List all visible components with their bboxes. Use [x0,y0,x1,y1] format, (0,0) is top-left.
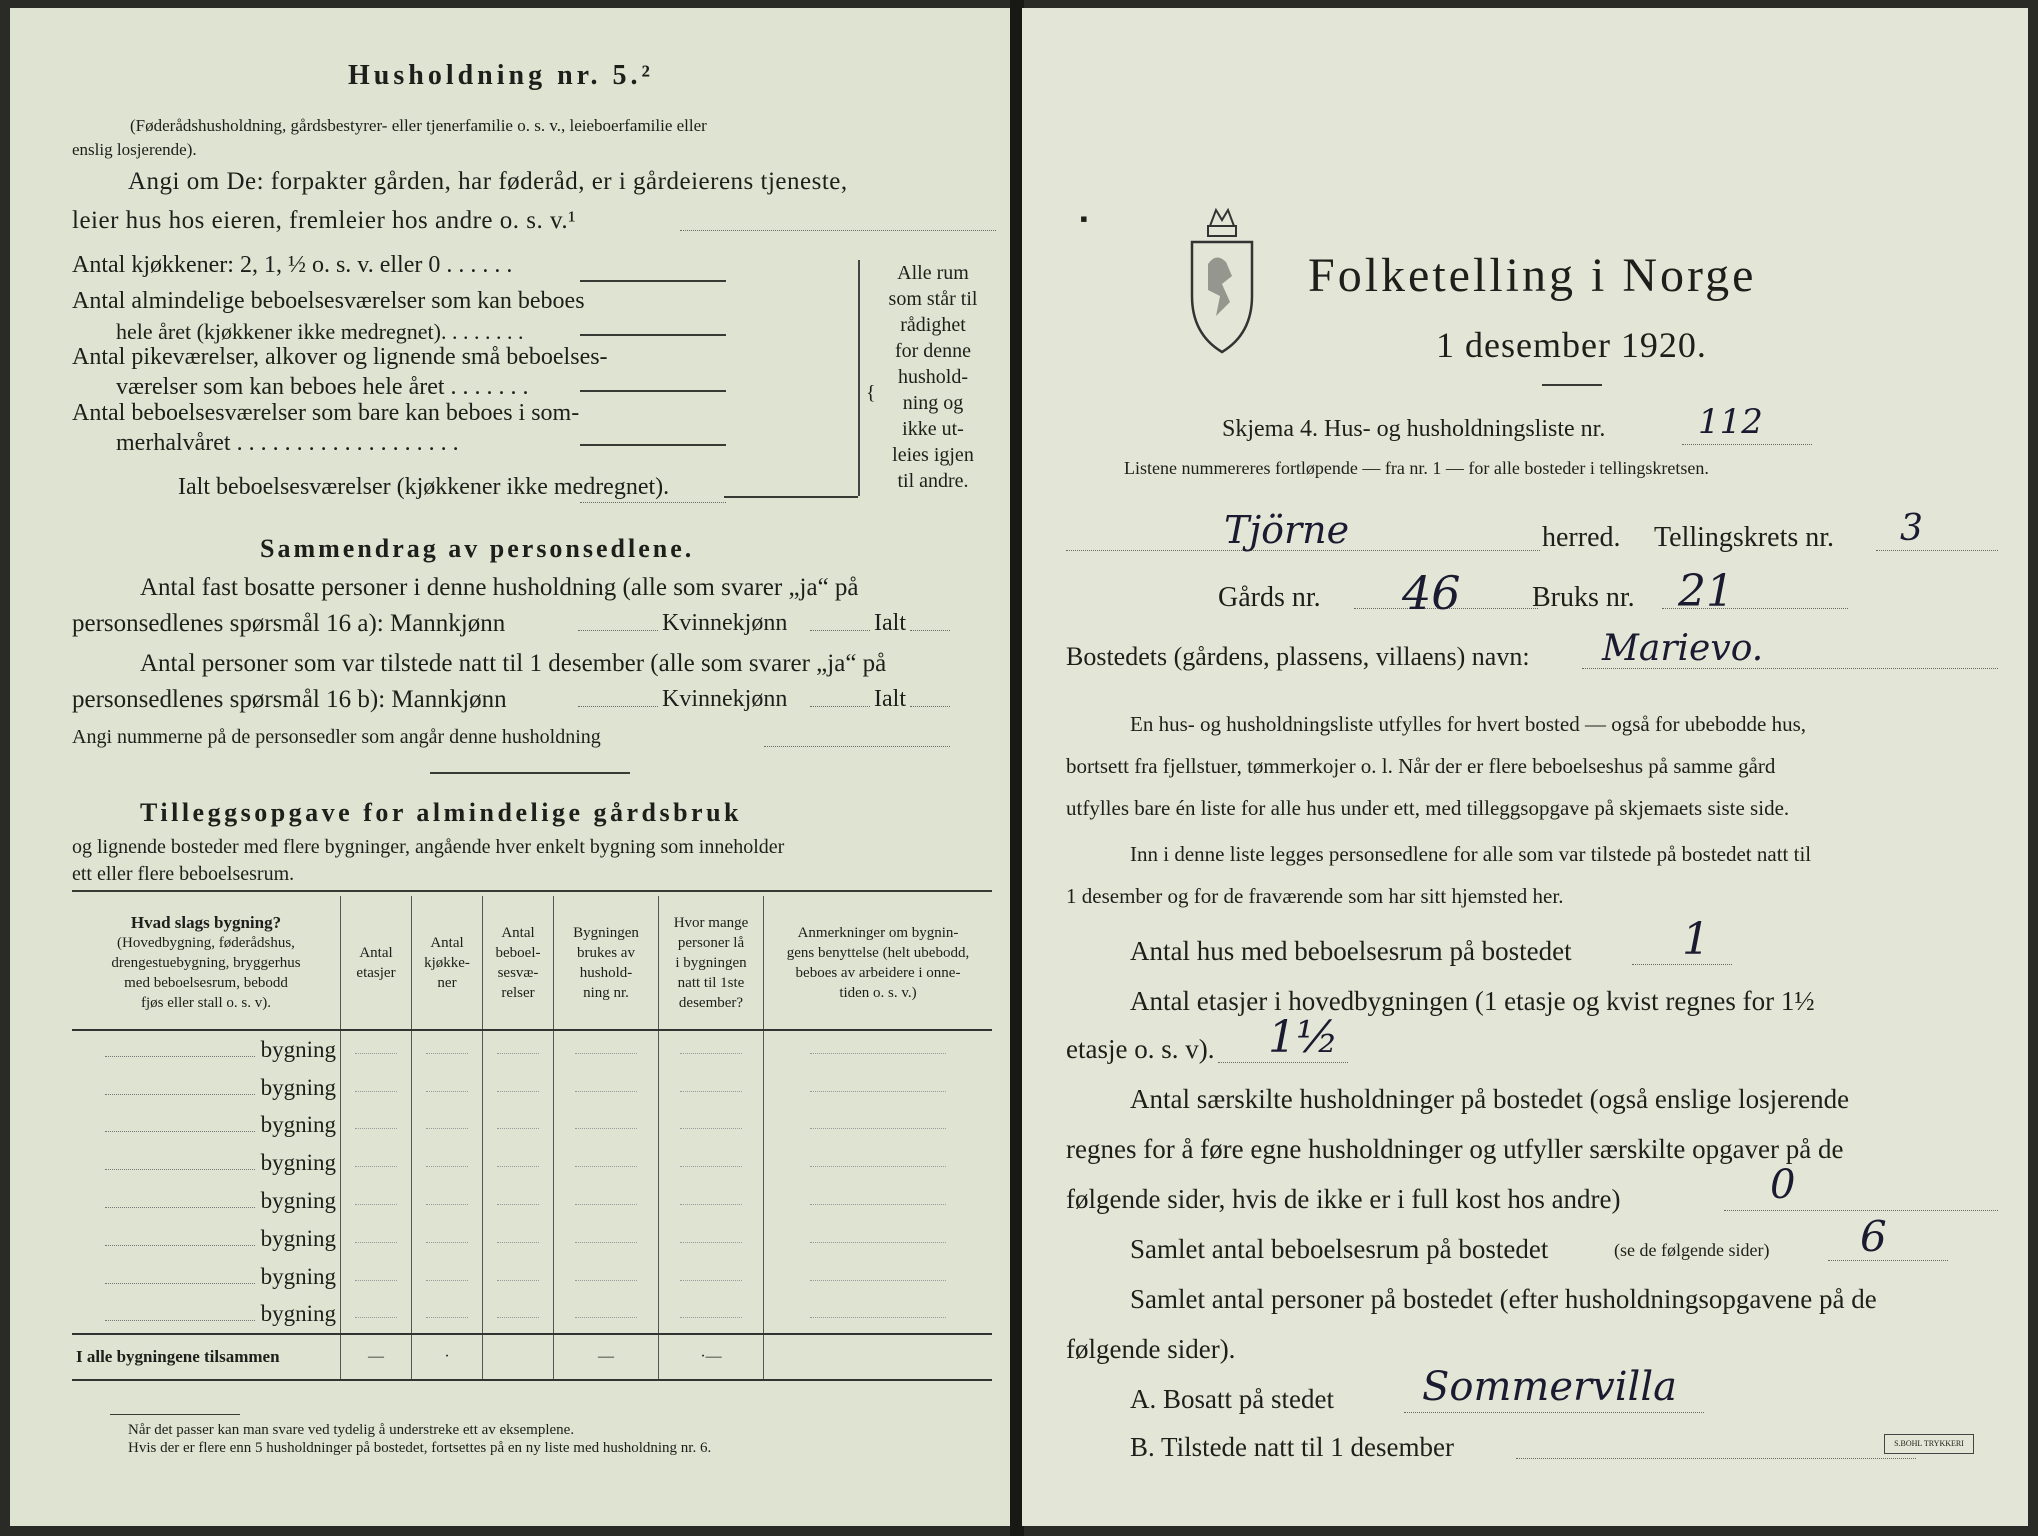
a-label: A. Bosatt på stedet [1130,1384,1334,1414]
q-sarskilte-value[interactable]: 0 [1770,1162,1796,1208]
header-household-nr: Bygningen brukes av hushold- ning nr. [554,896,659,1030]
krets-fill [1876,550,1998,551]
table-cell[interactable] [554,1296,659,1335]
q-sarskilte-2: regnes for å føre egne husholdninger og utfyller særskilte opgaver på de [1066,1134,1844,1164]
header-kitchens: Antal kjøkke- ner [412,896,483,1030]
main-title: Folketelling i Norge [1308,249,1757,302]
table-cell[interactable] [483,1182,554,1220]
para-2-line-2: 1 desember og for de fraværende som har sitt hjemsted her. [1066,884,1564,908]
table-row [72,1296,992,1335]
building-label: bygning [260,1263,336,1289]
buildings-table [72,896,992,1381]
instruction-fill[interactable] [680,230,996,231]
table-cell[interactable] [341,1182,412,1220]
gards-value[interactable]: 46 [1402,566,1461,620]
table-cell[interactable] [412,1069,483,1107]
table-row [72,1258,992,1296]
rooms-line-5: værelser som kan beboes hele året . . . . . . . [116,374,529,400]
footnote-2: Hvis der er flere enn 5 husholdninger på bostedet, fortsettes på en ny liste med husholdning nr. 6. [128,1440,712,1456]
table-cell[interactable] [412,1144,483,1182]
building-label: bygning [260,1301,336,1327]
total-present-field[interactable] [910,706,950,707]
summary-title: Sammendrag av personsedlene. [260,534,695,563]
q-rum-fill [1828,1260,1948,1261]
numbers-line: Angi nummerne på de personsedler som angår denne husholdning [72,726,601,748]
krets-value[interactable]: 3 [1900,508,1923,549]
table-cell[interactable] [412,1258,483,1296]
table-cell[interactable] [483,1220,554,1258]
table-cell[interactable] [412,1220,483,1258]
herred-label: herred. [1542,522,1621,553]
para-1-line-3: utfylles bare én liste for alle hus under ett, med tilleggsopgave på skjemaets siste side. [1066,796,1790,820]
right-page [1022,8,2028,1526]
q-personer-1: Samlet antal personer på bostedet (efter husholdningsopgavene på de [1130,1284,1877,1314]
table-cell[interactable] [659,1220,764,1258]
table-cell[interactable] [764,1258,993,1296]
total-cell[interactable]: ·— [659,1334,764,1380]
building-label: bygning [260,1074,336,1100]
header-remarks: Anmerkninger om bygnin- gens benyttelse (helt ubebodd, beboes av arbeidere i onne- tiden o. s. v.) [764,896,993,1030]
total-row [72,1334,992,1380]
table-cell[interactable] [764,1107,993,1145]
table-row [72,1220,992,1258]
table-cell[interactable] [554,1258,659,1296]
list-number[interactable]: 112 [1698,402,1763,442]
table-cell[interactable] [412,1296,483,1335]
para-1-line-2: bortsett fra fjellstuer, tømmerkojer o. l. Når der er flere beboelseshus på samme gård [1066,754,1776,778]
women-resident-field[interactable] [810,630,870,631]
building-type-cell[interactable] [72,1258,341,1296]
household-title: Husholdning nr. 5.² [348,60,654,91]
summary-line-2b: personsedlenes spørsmål 16 b): Mannkjønn [72,686,507,713]
q-sarskilte-fill [1724,1210,1998,1211]
total-cell[interactable]: — [341,1334,412,1380]
extra-note-1: og lignende bosteder med flere bygninger, angående hver enkelt bygning som inneholder [72,836,785,858]
q-sarskilte-1: Antal særskilte husholdninger på bostedet (også enslige losjerende [1130,1084,1850,1114]
table-cell[interactable] [554,1030,659,1069]
rooms-line-4: Antal pikeværelser, alkover og lignende små beboelses- [72,344,608,370]
table-cell[interactable] [483,1144,554,1182]
b-fill[interactable] [1516,1458,1916,1459]
household-note: (Føderådshusholdning, gårdsbestyrer- eller tjenerfamilie o. s. v., leieboerfamilie eller [130,116,707,135]
table-cell[interactable] [483,1296,554,1335]
building-type-cell[interactable] [72,1296,341,1335]
building-type-cell[interactable] [72,1182,341,1220]
table-cell[interactable] [554,1220,659,1258]
rooms-line-3: hele året (kjøkkener ikke medregnet). . . . . . . . [116,319,524,344]
q-hus-value[interactable]: 1 [1682,914,1710,965]
q-sarskilte-3: følgende sider, hvis de ikke er i full kost hos andre) [1066,1184,1621,1214]
table-cell[interactable] [341,1107,412,1145]
bosted-value[interactable]: Marievo. [1602,628,1764,669]
summary-line-1a: Antal fast bosatte personer i denne husholdning (alle som svarer „ja“ på [140,574,859,601]
q-etasjer-2: etasje o. s. v). [1066,1034,1215,1064]
table-cell[interactable] [764,1220,993,1258]
para-1-line-1: En hus- og husholdningsliste utfylles for hvert bosted — også for ubebodde hus, [1130,712,1806,736]
building-type-cell[interactable] [72,1107,341,1145]
list-number-fill [1682,444,1812,445]
header-rooms: Antal beboel- sesvæ- relser [483,896,554,1030]
building-type-cell[interactable] [72,1030,341,1069]
table-cell[interactable] [341,1296,412,1335]
table-cell[interactable] [659,1030,764,1069]
summary-line-2a: Antal personer som var tilstede natt til 1 desember (alle som svarer „ja“ på [140,650,887,677]
q-personer-2: følgende sider). [1066,1334,1236,1364]
building-label: bygning [260,1225,336,1251]
q-etasjer-1: Antal etasjer i hovedbygningen (1 etasje og kvist regnes for 1½ [1130,986,1815,1016]
table-cell[interactable] [659,1258,764,1296]
census-date: 1 desember 1920. [1436,325,1707,365]
header-floors: Antal etasjer [341,896,412,1030]
printer-stamp: S.BOHL TRYKKERI [1884,1434,1974,1454]
men-present-field[interactable] [578,706,658,707]
building-label: bygning [260,1188,336,1214]
table-row [72,1030,992,1069]
women-label-2: Kvinnekjønn [662,686,788,712]
footnote-1: Når det passer kan man svare ved tydelig å understreke ett av eksemplene. [128,1422,575,1438]
total-cell[interactable]: · [412,1334,483,1380]
table-cell[interactable] [764,1030,993,1069]
table-cell[interactable] [341,1069,412,1107]
rooms-line-6: Antal beboelsesværelser som bare kan beboes i som- [72,400,580,426]
table-cell[interactable] [412,1182,483,1220]
para-2-line-1: Inn i denne liste legges personsedlene for alle som var tilstede på bostedet natt til [1130,842,1812,866]
total-cell[interactable]: — [554,1334,659,1380]
table-cell[interactable] [659,1107,764,1145]
table-cell[interactable] [764,1296,993,1335]
table-row [72,1144,992,1182]
table-cell[interactable] [764,1069,993,1107]
bruks-label: Bruks nr. [1532,582,1635,613]
table-cell[interactable] [412,1107,483,1145]
table-cell[interactable] [659,1069,764,1107]
total-resident-field[interactable] [910,630,950,631]
table-cell[interactable] [341,1258,412,1296]
table-cell[interactable] [764,1182,993,1220]
table-row [72,1107,992,1145]
women-present-field[interactable] [810,706,870,707]
instruction-line-2: leier hus hos eieren, fremleier hos andre o. s. v.¹ [72,207,577,234]
numbers-field[interactable] [764,746,950,747]
herred-value[interactable]: Tjörne [1224,508,1350,552]
extra-title: Tilleggsopgave for almindelige gårdsbruk [140,798,743,827]
rooms-line-2: Antal almindelige beboelsesværelser som kan beboes [72,288,585,314]
q-rum: Samlet antal beboelsesrum på bostedet [1130,1234,1549,1264]
table-cell[interactable] [554,1069,659,1107]
q-hus: Antal hus med beboelsesrum på bostedet [1130,936,1572,966]
rooms-total: Ialt beboelsesværelser (kjøkkener ikke medregnet). [178,474,670,500]
table-cell[interactable] [483,1030,554,1069]
table-row [72,1069,992,1107]
header-persons: Hvor mange personer lå i bygningen natt til 1ste desember? [659,896,764,1030]
brace: { [866,382,876,404]
total-cell[interactable] [483,1334,554,1380]
bosted-label: Bostedets (gårdens, plassens, villaens) navn: [1066,642,1530,671]
table-cell[interactable] [341,1220,412,1258]
gards-label: Gårds nr. [1218,582,1321,613]
table-cell[interactable] [341,1030,412,1069]
table-cell[interactable] [483,1258,554,1296]
table-cell[interactable] [659,1182,764,1220]
men-resident-field[interactable] [578,630,658,631]
total-label-cell: I alle bygningene tilsammen [72,1334,341,1380]
rooms-total-fill[interactable] [580,502,726,503]
table-cell[interactable] [554,1144,659,1182]
table-cell[interactable] [483,1069,554,1107]
bullet-mark: ▪ [1080,206,1088,231]
rooms-line-7: merhalvåret . . . . . . . . . . . . . . . . . . . [116,430,459,456]
rooms-line-1: Antal kjøkkener: 2, 1, ½ o. s. v. eller 0 . . . . . . [72,252,513,278]
table-cell[interactable] [412,1030,483,1069]
summary-line-1b: personsedlenes spørsmål 16 a): Mannkjønn [72,610,506,637]
building-type-cell[interactable] [72,1144,341,1182]
building-label: bygning [260,1150,336,1176]
table-cell[interactable] [764,1144,993,1182]
list-note: Listene nummereres fortløpende — fra nr. 1 — for alle bosteder i tellingskretsen. [1124,458,1709,478]
a-fill [1404,1412,1704,1413]
extra-note-2: ett eller flere beboelsesrum. [72,863,295,885]
header-building-type: Hvad slags bygning? (Hovedbygning, føderådshus, drengestuebygning, bryggerhus med beboelsesrum, bebodd fjøs eller stall o. s. v). [72,896,341,1030]
schema-line: Skjema 4. Hus- og husholdningsliste nr. [1222,416,1606,442]
total-label: Ialt [874,610,906,636]
total-cell[interactable] [764,1334,993,1380]
women-label: Kvinnekjønn [662,610,788,636]
coat-of-arms-icon [1186,206,1258,356]
table-cell[interactable] [341,1144,412,1182]
a-value[interactable]: Sommervilla [1422,1364,1677,1410]
table-cell[interactable] [554,1107,659,1145]
table-cell[interactable] [554,1182,659,1220]
building-type-cell[interactable] [72,1069,341,1107]
bruks-value[interactable]: 21 [1678,566,1734,617]
q-rum-note: (se de følgende sider) [1614,1240,1770,1260]
q-rum-value[interactable]: 6 [1860,1212,1887,1261]
left-page [10,8,1012,1526]
q-etasjer-value[interactable]: 1½ [1268,1012,1339,1063]
instruction-line-1: Angi om De: forpakter gården, har føderåd, er i gårdeierens tjeneste, [128,168,848,195]
table-cell[interactable] [659,1296,764,1335]
building-label: bygning [260,1036,336,1062]
total-label-2: Ialt [874,686,906,712]
krets-label: Tellingskrets nr. [1654,522,1835,553]
brace-note: Alle rum som står til rådighet for denne hushold- ning og ikke ut- leies igjen til andre. [888,262,978,492]
household-note-2: enslig losjerende). [72,140,197,159]
building-label: bygning [260,1112,336,1138]
b-label: B. Tilstede natt til 1 desember [1130,1432,1454,1462]
table-cell[interactable] [483,1107,554,1145]
building-type-cell[interactable] [72,1220,341,1258]
table-row [72,1182,992,1220]
table-cell[interactable] [659,1144,764,1182]
